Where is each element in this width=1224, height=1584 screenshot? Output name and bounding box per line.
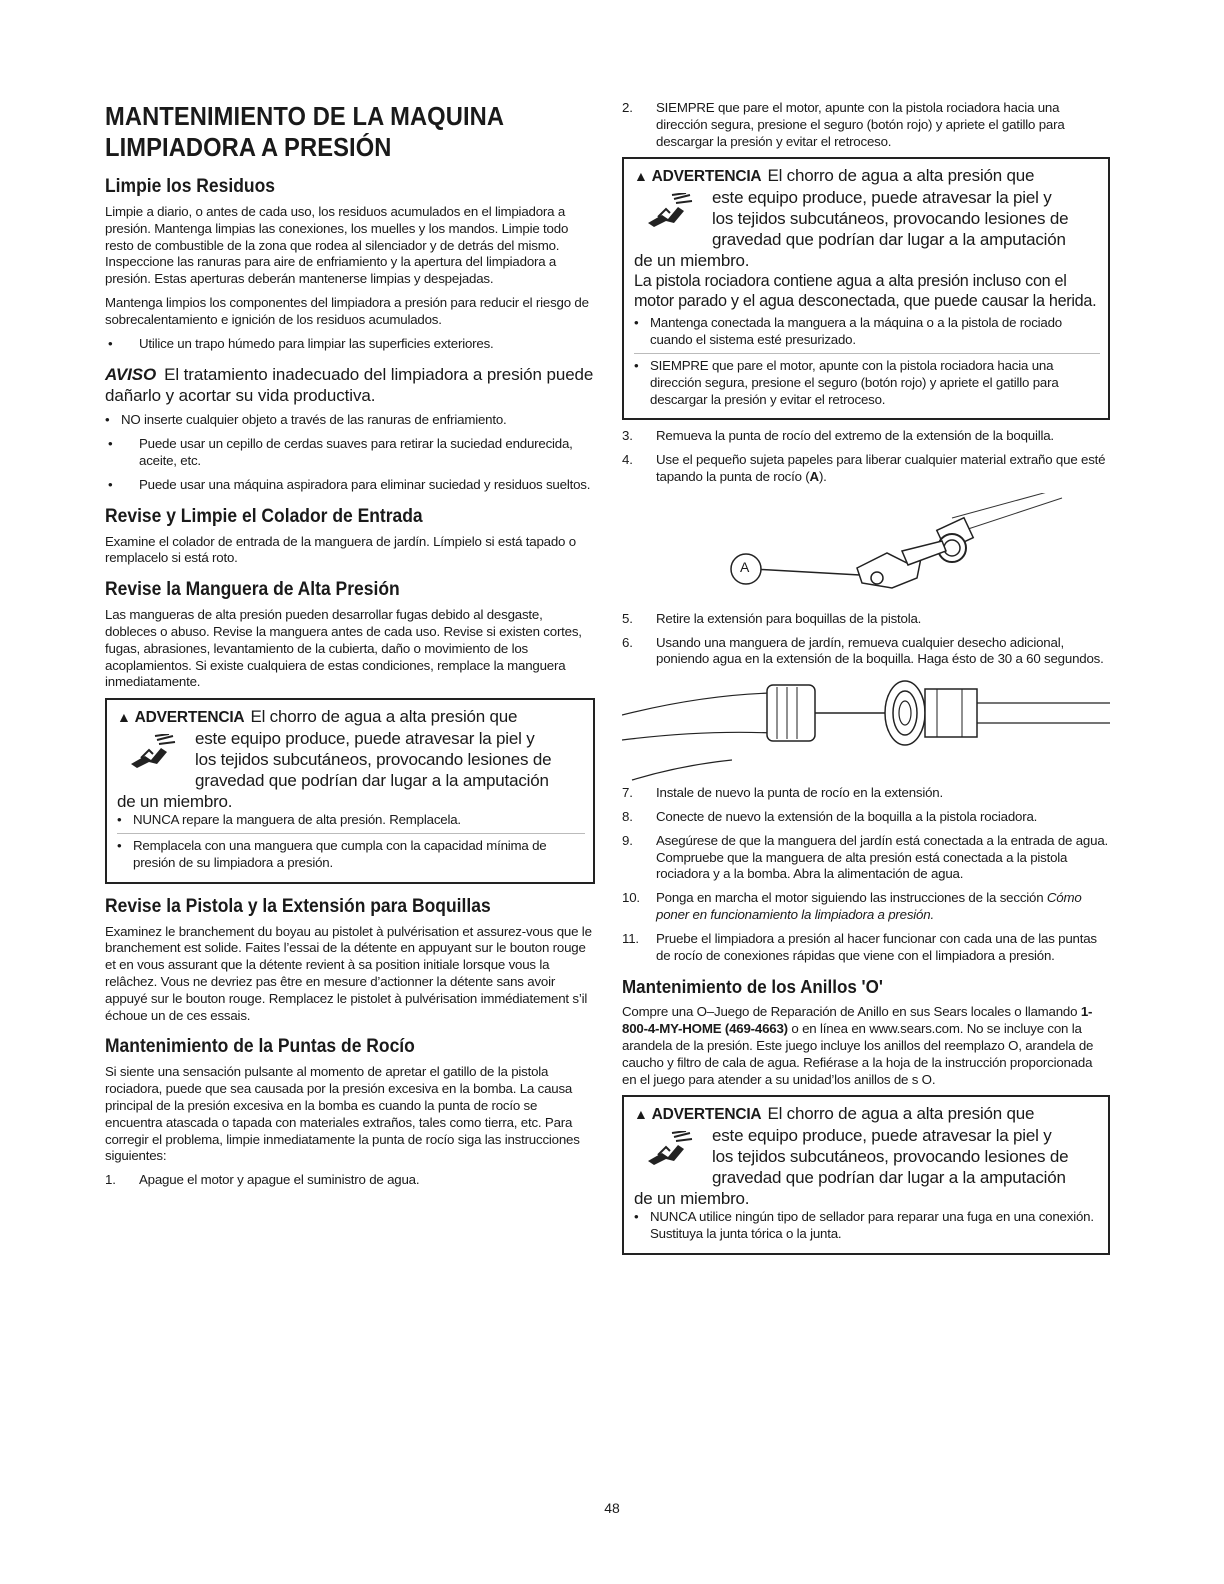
paragraph: Limpie a diario, o antes de cada uso, los residuos acumulados en el limpiadora a presión. Mantenga limpias las conexiones, los muelles y los mandos. Limpie todo resto de combustible de la zona que rodea al silenciador y de detrás del mismo. Inspeccione las ranuras para aire de enfriamiento y la apertura del limpiadora a presión. Estas aperturas deberán mantenerse limpias y despejadas. [105,204,569,287]
list-item: • Utilice un trapo húmedo para limpiar las superficies exteriores. [108,335,494,351]
figure-label: A [740,558,750,575]
notice: AVISO El tratamiento inadecuado del limpiadora a presión puede dañarlo y acortar su vida productiva. [105,365,594,406]
heading-residuos: Limpie los Residuos [105,176,275,197]
step-item: 9. Asegúrese de que la manguera del jardín está conectada a la entrada de agua. Compruebe que la manguera de alta presión está conectada a la pistola rociadora y a la bomba. Abra la alimentación de agua. [622,832,1109,882]
paragraph: Las mangueras de alta presión pueden desarrollar fugas debido al desgaste, dobleces o abuso. Revise la manguera antes de cada uso. Revise si existen cortes, fugas, abrasiones, levantamiento de la cubierta, daño o movimiento de los acoplamientos. Si existe cualquiera de estas condiciones, remplace la manguera inmediatamente. [105,607,582,690]
heading-colador: Revise y Limpie el Colador de Entrada [105,505,423,527]
paragraph: Si siente una sensación pulsante al momento de apretar el gatillo de la pistola rociadora, puede que sea causada por la presión excesiva en la bomba. La causa principal de la presión excesiva en la bomba es cuando la punta de rocío se encuentra atascada o tapada con materiales extraños, tales como tierra, etc. Para corregir el problema, limpie inmediatamente la punta de rocío siga las instrucciones siguientes: [105,1064,580,1164]
paragraph: Compre una O–Juego de Reparación de Anillo en sus Sears locales o llamando 1-800-4-MY-HOME (469-4663) o en línea en www.sears.com. No se incluye con la arandela de la presión. Este juego incluye los anillos del reemplazo O, arandela de caucho y filtro de cala de agua. Refiérase a la hoja de la instrucción proporcionada en el juego para atender a su unidad’los anillos de s O. [622,1004,1094,1087]
step-item: 11. Pruebe el limpiadora a presión al hacer funcionar con cada una de las puntas de rocío de conexiones rápidas que viene con el limpiadora a presión. [622,930,1097,963]
list-item: • NUNCA repare la manguera de alta presión. Remplacela. [117,812,461,828]
page-number: 48 [604,1500,620,1516]
list-item: • NO inserte cualquier objeto a través de las ranuras de enfriamiento. [105,412,507,428]
list-item: • NUNCA utilice ningún tipo de sellador para reparar una fuga en una conexión. Sustituya la junta tórica o la junta. [634,1209,1094,1242]
step-item: 6. Usando una manguera de jardín, remueva cualquier desecho adicional, poniendo agua en la extensión de la boquilla. Haga ésto de 30 a 60 segundos. [622,634,1104,667]
step-item: 5. Retire la extensión para boquillas de la pistola. [622,610,922,626]
list-item: • Puede usar un cepillo de cerdas suaves para retirar la suciedad endurecida, aceite, etc. [108,436,573,468]
paragraph: Examine el colador de entrada de la manguera de jardín. Límpielo si está tapado o remplacelo si está roto. [105,533,576,566]
warning-icon: ▲ [117,709,131,726]
warning-box: ▲ ADVERTENCIA El chorro de agua a alta presión que este equipo produce, puede atravesar la piel y los tejidos subcutáneos, provocando lesiones de gravedad que podrían dar lugar a la amputación de un miembro. • NUNCA utilice ningún tipo de sellador para reparar una fuga en una conexión. Sustituya la junta tórica o la junta. [622,1095,1110,1255]
page-title: MANTENIMIENTO DE LA MAQUINA LIMPIADORA A PRESIÓN [105,103,505,162]
left-column [105,100,595,1196]
step-item: 10. Ponga en marcha el motor siguiendo las instrucciones de la sección Cómo poner en funcionamiento la limpiadora a presión. [622,890,1082,922]
injection-hazard-icon [127,734,177,772]
heading-puntas: Mantenimiento de la Puntas de Rocío [105,1036,415,1058]
step-item: 2. SIEMPRE que pare el motor, apunte con la pistola rociadora hacia una dirección segura, presione el seguro (botón rojo) y apriete el gatillo para descargar la presión y evitar el retroceso. [622,100,1065,149]
warning-box: ▲ ADVERTENCIA El chorro de agua a alta presión que este equipo produce, puede atravesar la piel y los tejidos subcutáneos, provocando lesiones de gravedad que podrían dar lugar a la amputación de un miembro. • NUNCA repare la manguera de alta presión. Remplacela. • Remplacela con una manguera que cumpla con la capacidad mínima de presión de su limpiadora a presión. [105,698,595,883]
warning-icon: ▲ [634,1106,648,1123]
list-item: • Puede usar una máquina aspiradora para eliminar suciedad y residuos sueltos. [108,476,591,492]
right-column [622,100,1110,1263]
list-item: • SIEMPRE que pare el motor, apunte con la pistola rociadora hacia una dirección segura, presione el seguro (botón rojo) y apriete el gatillo para descargar la presión y evitar el retroceso. [634,357,1059,407]
step-item: 8. Conecte de nuevo la extensión de la boquilla a la pistola rociadora. [622,808,1038,824]
list-item: • Remplacela con una manguera que cumpla con la capacidad mínima de presión de su limpiadora a presión. [117,837,547,870]
step-item: 1. Apague el motor y apague el suministro de agua. [105,1172,420,1188]
heading-manguera: Revise la Manguera de Alta Presión [105,579,400,601]
step-item: 4. Use el pequeño sujeta papeles para liberar cualquier material extraño que esté tapando la punta de rocío (A). [622,452,1106,484]
hose-coupling-figure [622,675,1110,785]
paragraph: Mantenga limpios los componentes del limpiadora a presión para reducir el riesgo de sobrecalentamiento e ignición de los residuos acumulados. [105,294,589,327]
hose-coupling-drawing [622,675,1110,785]
heading-anillos: Mantenimiento de los Anillos 'O' [622,976,883,998]
step-item: 7. Instale de nuevo la punta de rocío en la extensión. [622,785,943,801]
list-item: • Mantenga conectada la manguera a la máquina o a la pistola de rociado cuando el sistema esté presurizado. [634,315,1062,348]
paragraph: Examinez le branchement du boyau au pistolet à pulvérisation et assurez-vous que le branchement est solide. Faites l’essai de la détente en appuyant sur le bouton rouge et en vous assurant que la détente revient à sa position initiale lorsque vous la relâchez. Vous ne devriez pas être en mesure d’actionner la détente sans avoir appuyé sur le bouton rouge. Remplacez le pistolet à pulvérisation immédiatement s’il échoue un de ces essais. [105,923,592,1023]
warning-box: ▲ ADVERTENCIA El chorro de agua a alta presión que este equipo produce, puede atravesar la piel y los tejidos subcutáneos, provocando lesiones de gravedad que podrían dar lugar a la amputación de un miembro. La pistola rociadora contiene agua a alta presión incluso con el motor parado y el agua desconectada, que puede causar la herida. • Mantenga conectada la manguera a la máquina o a la pistola de rociado cuando el sistema esté presurizado. • SIEMPRE que pare el motor, apunte con la pistola rociadora hacia una dirección segura, presione el seguro (botón rojo) y apriete el gatillo para descargar la presión y evitar el retroceso. [622,157,1110,420]
injection-hazard-icon [644,1131,694,1169]
step-item: 3. Remueva la punta de rocío del extremo de la extensión de la boquilla. [622,428,1054,444]
notice-label: AVISO [105,365,157,385]
heading-pistola: Revise la Pistola y la Extensión para Boquillas [105,895,491,917]
warning-icon: ▲ [634,168,648,185]
injection-hazard-icon [644,193,694,231]
nozzle-tip-drawing [622,493,1110,611]
nozzle-tip-figure [622,493,1110,611]
phone-number: 1-800-4-MY-HOME (469-4663) [622,1004,1093,1037]
